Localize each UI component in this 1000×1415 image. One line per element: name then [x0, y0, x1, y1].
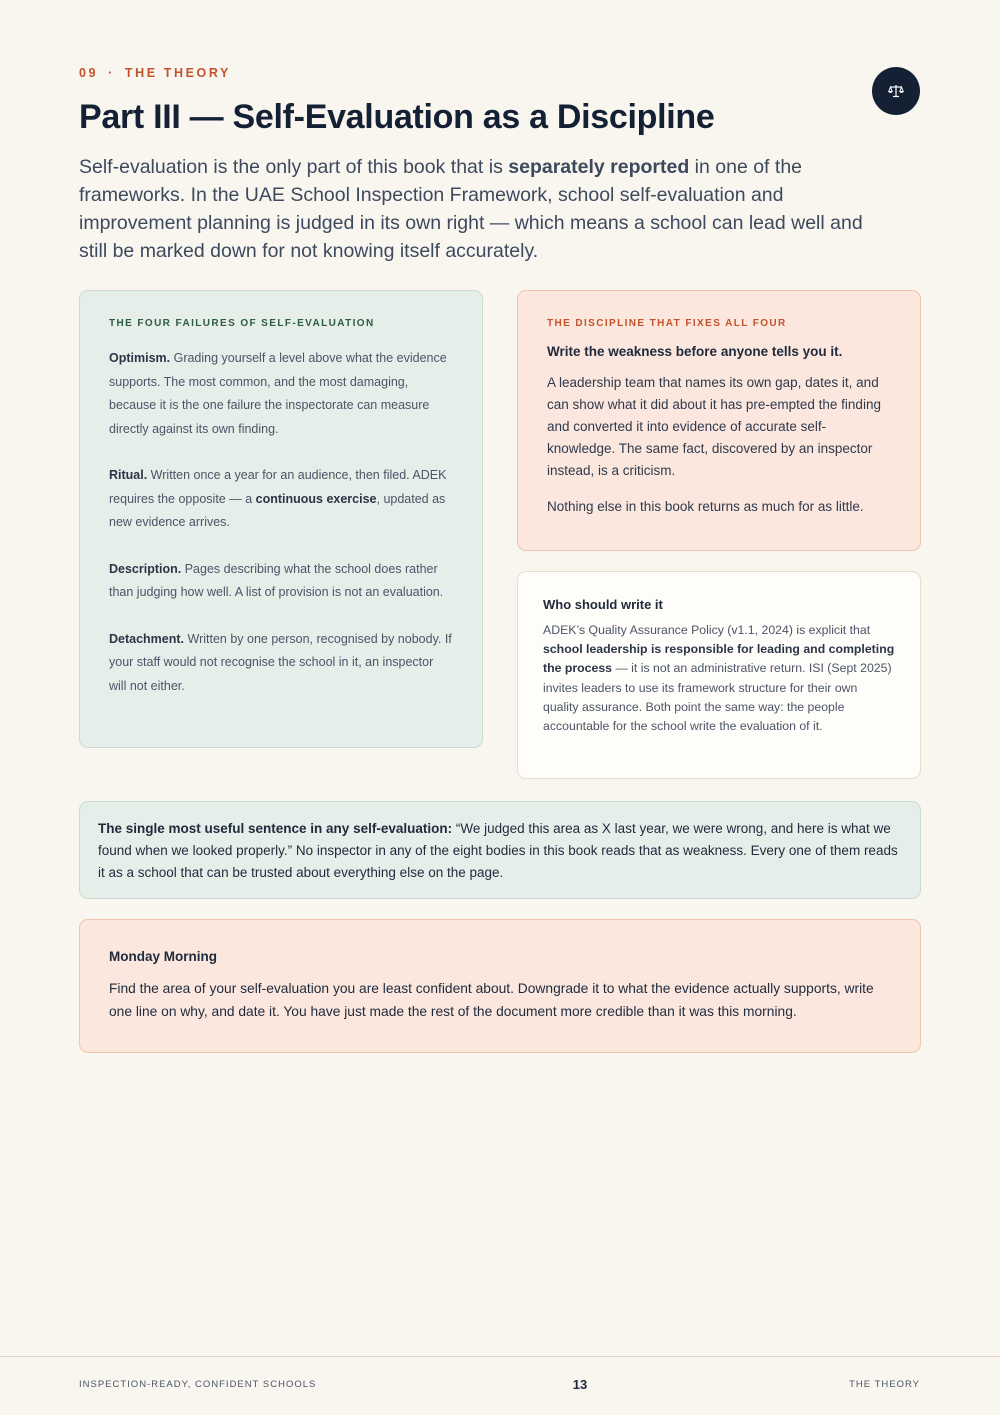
callout-text [98, 818, 902, 884]
page-title: Part III — Self-Evaluation as a Discipline [79, 98, 715, 136]
callout-body: “We judged this area as X last year, we were wrong, and here is what we found when we looked properly.” No inspector in any of the eight bodies in this book reads that as weakness. Every one of them reads it as a school that can be trusted about everything else on the page. [98, 821, 898, 880]
who-heading: Who should write it [543, 597, 663, 612]
failure-term: Detachment. [109, 631, 185, 646]
failure-term: Optimism. [109, 351, 171, 365]
who-body [543, 621, 896, 736]
footer-section: THE THEORY [849, 1379, 920, 1390]
failure-detachment [109, 628, 454, 699]
failure-term: Ritual. [109, 468, 148, 482]
who-card [517, 571, 921, 779]
lede-paragraph [79, 153, 869, 265]
callout-bold: The single most useful sentence in any self-evaluation: [98, 821, 453, 836]
monday-morning-box [79, 919, 921, 1053]
chapter-badge [872, 67, 920, 115]
lede-bold: separately reported [508, 156, 690, 178]
failure-text: Grading yourself a level above what the evidence supports. The most common, and the most damaging, because it is the one failure the inspectorate can measure directly against its own finding. [109, 351, 447, 436]
chapter-number: 09 [79, 66, 99, 80]
footer-divider [0, 1356, 1000, 1357]
discipline-heading: Write the weakness before anyone tells you it. [547, 344, 843, 359]
scales-icon [888, 84, 904, 98]
discipline-paragraph-2: Nothing else in this book returns as much for as little. [547, 499, 864, 514]
who-text: ADEK’s Quality Assurance Policy (v1.1, 2024) is explicit that [543, 623, 871, 637]
failure-optimism [109, 347, 454, 441]
lede-text-2: in one of the frameworks. In the UAE School Inspection Framework, school self-evaluation and improvement planning is judged in its own right — which means a school can lead well and still be marked down for not knowing itself accurately. [79, 156, 863, 262]
chapter-kicker [79, 66, 231, 80]
footer-book-title: INSPECTION-READY, CONFIDENT SCHOOLS [79, 1379, 317, 1390]
monday-body: Find the area of your self-evaluation you are least confident about. Downgrade it to what the evidence actually supports, write one line on why, and date it. You have just made the rest of the document more credible than it was this morning. [109, 981, 874, 1019]
discipline-label: THE DISCIPLINE THAT FIXES ALL FOUR [547, 318, 787, 329]
failure-text: Pages describing what the school does rather than judging how well. A list of provision is not an evaluation. [109, 561, 444, 599]
failure-description [109, 558, 454, 605]
failure-bold: continuous exercise [255, 491, 377, 506]
page-number: 13 [572, 1377, 588, 1392]
discipline-paragraph-1: A leadership team that names its own gap, dates it, and can show what it did about it has pre-empted the finding and converted it into evidence of accurate self-knowledge. The same fact, discovered by an inspector instead, is a criticism. [547, 375, 881, 478]
monday-heading: Monday Morning [109, 949, 217, 964]
discipline-card [517, 290, 921, 551]
key-sentence-callout [79, 801, 921, 899]
failure-ritual [109, 464, 454, 535]
failure-term: Description. [109, 561, 182, 576]
failures-card [79, 290, 483, 748]
failure-text: Written once a year for an audience, then filed. ADEK requires the opposite — a [109, 468, 447, 506]
who-text: — it is not an administrative return. ISI (Sept 2025) invites leaders to use its framework structure for their own quality assurance. Both point the same way: the people accountable for the school write the evaluation of it. [543, 661, 892, 734]
who-bold: school leadership is responsible for leading and completing the process [543, 642, 895, 676]
lede-text-1: Self-evaluation is the only part of this book that is [79, 156, 509, 178]
failures-label: THE FOUR FAILURES OF SELF-EVALUATION [109, 318, 375, 329]
chapter-name: THE THEORY [124, 66, 231, 80]
failure-text: , updated as new evidence arrives. [109, 491, 446, 529]
kicker-separator: · [108, 66, 115, 80]
failure-text: Written by one person, recognised by nobody. If your staff would not recognise the school in it, an inspector will not either. [109, 631, 452, 693]
